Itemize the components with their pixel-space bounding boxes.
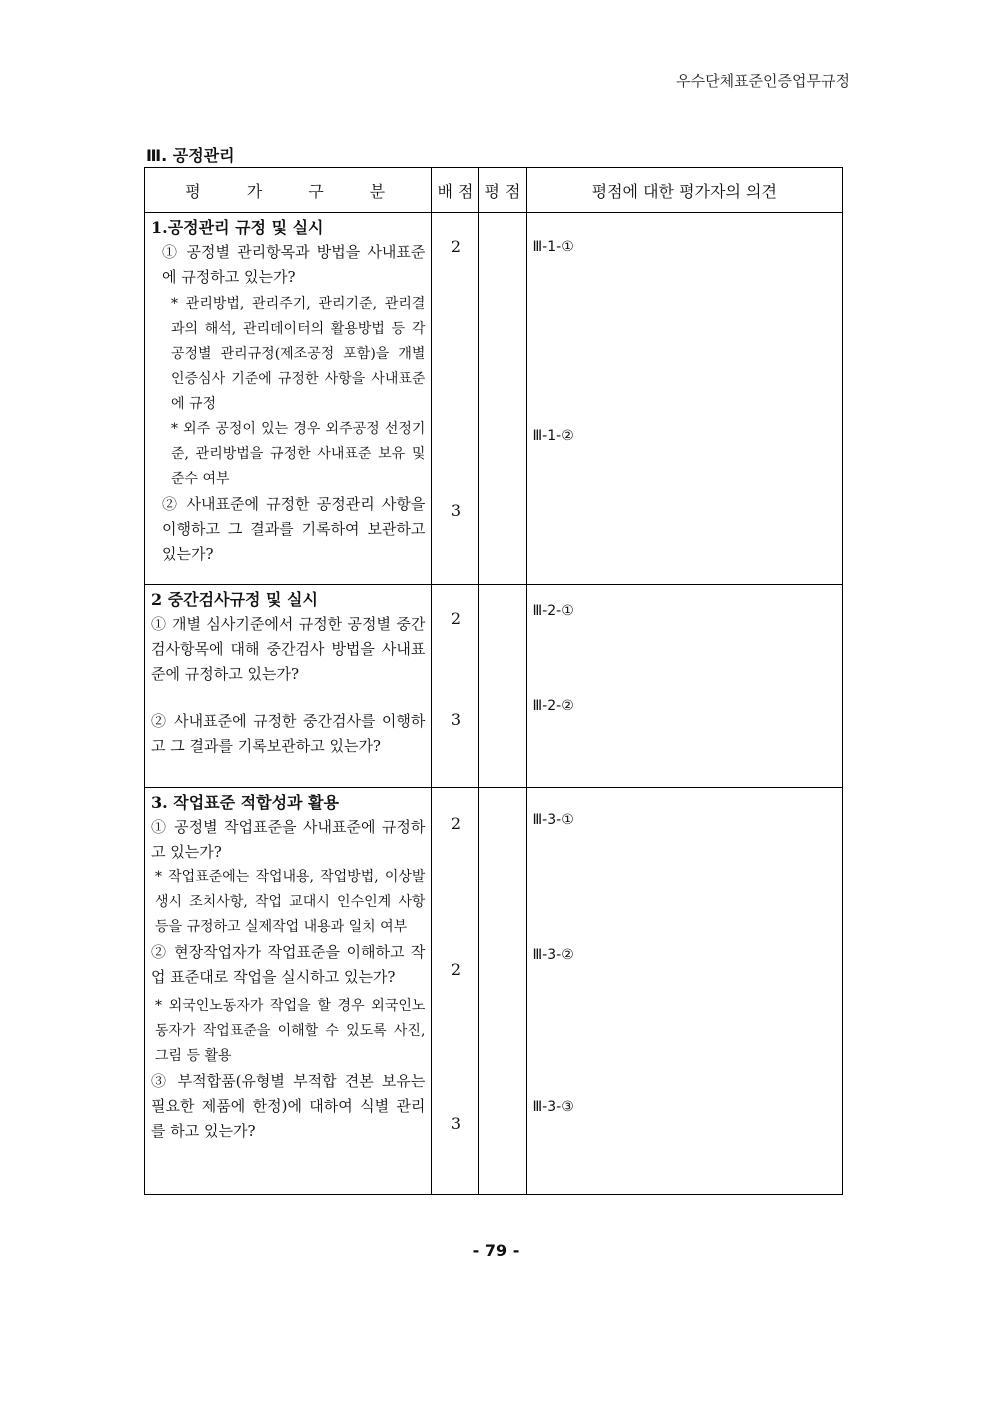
score-cell bbox=[432, 788, 479, 1195]
score-value: 3 bbox=[450, 1114, 461, 1133]
item-cell bbox=[145, 585, 432, 788]
score-value: 2 bbox=[450, 814, 461, 833]
item-question: ① 공정별 작업표준을 사내표준에 규정하고 있는가? bbox=[151, 818, 426, 861]
item-cell bbox=[145, 213, 432, 585]
table-row bbox=[145, 788, 843, 1195]
item-cell bbox=[145, 788, 432, 1195]
reference-code: Ⅲ-3-③ bbox=[532, 1099, 574, 1115]
item-question: ③ 부적합품(유형별 부적합 견본 보유는 필요한 제품에 한정)에 대하여 식별 관리를 하고 있는가? bbox=[151, 1072, 426, 1140]
table-row bbox=[145, 213, 843, 585]
item-note: * 작업표준에는 작업내용, 작업방법, 이상발생시 조치사항, 작업 교대시 인수인계 사항 등을 규정하고 실제작업 내용과 일치 여부 bbox=[155, 869, 426, 935]
score-value: 2 bbox=[450, 609, 461, 628]
score-cell bbox=[432, 585, 479, 788]
score-value: 3 bbox=[450, 501, 461, 520]
opinion-cell[interactable] bbox=[526, 585, 842, 788]
section-title: Ⅲ. 공정관리 bbox=[146, 146, 235, 165]
column-header-score: 배 점 bbox=[432, 168, 479, 213]
score-value: 2 bbox=[450, 960, 461, 979]
item-note: * 외국인노동자가 작업을 할 경우 외국인노동자가 작업표준을 이해할 수 있도록 사진, 그림 등 활용 bbox=[155, 998, 426, 1064]
item-question: ① 공정별 관리항목과 방법을 사내표준에 규정하고 있는가? bbox=[162, 243, 426, 286]
score-value: 3 bbox=[450, 710, 461, 729]
evaluation-table bbox=[144, 167, 843, 1195]
score-value: 2 bbox=[450, 237, 461, 256]
reference-code: Ⅲ-2-② bbox=[532, 698, 574, 714]
item-heading: 1.공정관리 규정 및 실시 bbox=[151, 218, 324, 237]
opinion-cell[interactable] bbox=[526, 788, 842, 1195]
item-heading: 2 중간검사규정 및 실시 bbox=[151, 590, 318, 609]
item-question: ② 사내표준에 규정한 중간검사를 이행하고 그 결과를 기록보관하고 있는가? bbox=[151, 712, 426, 755]
table-header-row bbox=[145, 168, 843, 213]
column-header-opinion: 평점에 대한 평가자의 의견 bbox=[526, 168, 842, 213]
column-header-grade: 평 점 bbox=[479, 168, 526, 213]
item-note: * 외주 공정이 있는 경우 외주공정 선정기준, 관리방법을 규정한 사내표준 보유 및 준수 여부 bbox=[171, 421, 426, 487]
table-row bbox=[145, 585, 843, 788]
page-number: - 79 - bbox=[472, 1241, 520, 1260]
grade-cell[interactable] bbox=[479, 213, 526, 585]
grade-cell[interactable] bbox=[479, 788, 526, 1195]
item-question: ① 개별 심사기준에서 규정한 공정별 중간 검사항목에 대해 중간검사 방법을 사내표준에 규정하고 있는가? bbox=[151, 615, 426, 683]
item-note: * 관리방법, 관리주기, 관리기준, 관리결과의 해석, 관리데이터의 활용방법 등 각 공정별 관리규정(제조공정 포함)을 개별 인증심사 기준에 규정한 사항을 사내표준에 규정 bbox=[171, 296, 426, 412]
grade-cell[interactable] bbox=[479, 585, 526, 788]
opinion-cell[interactable] bbox=[526, 213, 842, 585]
reference-code: Ⅲ-2-① bbox=[532, 603, 574, 619]
running-header: 우수단체표준인증업무규정 bbox=[676, 72, 850, 90]
score-cell bbox=[432, 213, 479, 585]
reference-code: Ⅲ-1-② bbox=[532, 428, 574, 444]
item-question: ② 사내표준에 규정한 공정관리 사항을 이행하고 그 결과를 기록하여 보관하고 있는가? bbox=[162, 495, 426, 563]
column-header-item: 평가구분 bbox=[145, 168, 432, 213]
item-question: ② 현장작업자가 작업표준을 이해하고 작업 표준대로 작업을 실시하고 있는가? bbox=[151, 943, 426, 986]
reference-code: Ⅲ-3-① bbox=[532, 812, 574, 828]
reference-code: Ⅲ-1-① bbox=[532, 239, 574, 255]
item-heading: 3. 작업표준 적합성과 활용 bbox=[151, 793, 339, 812]
reference-code: Ⅲ-3-② bbox=[532, 947, 574, 963]
